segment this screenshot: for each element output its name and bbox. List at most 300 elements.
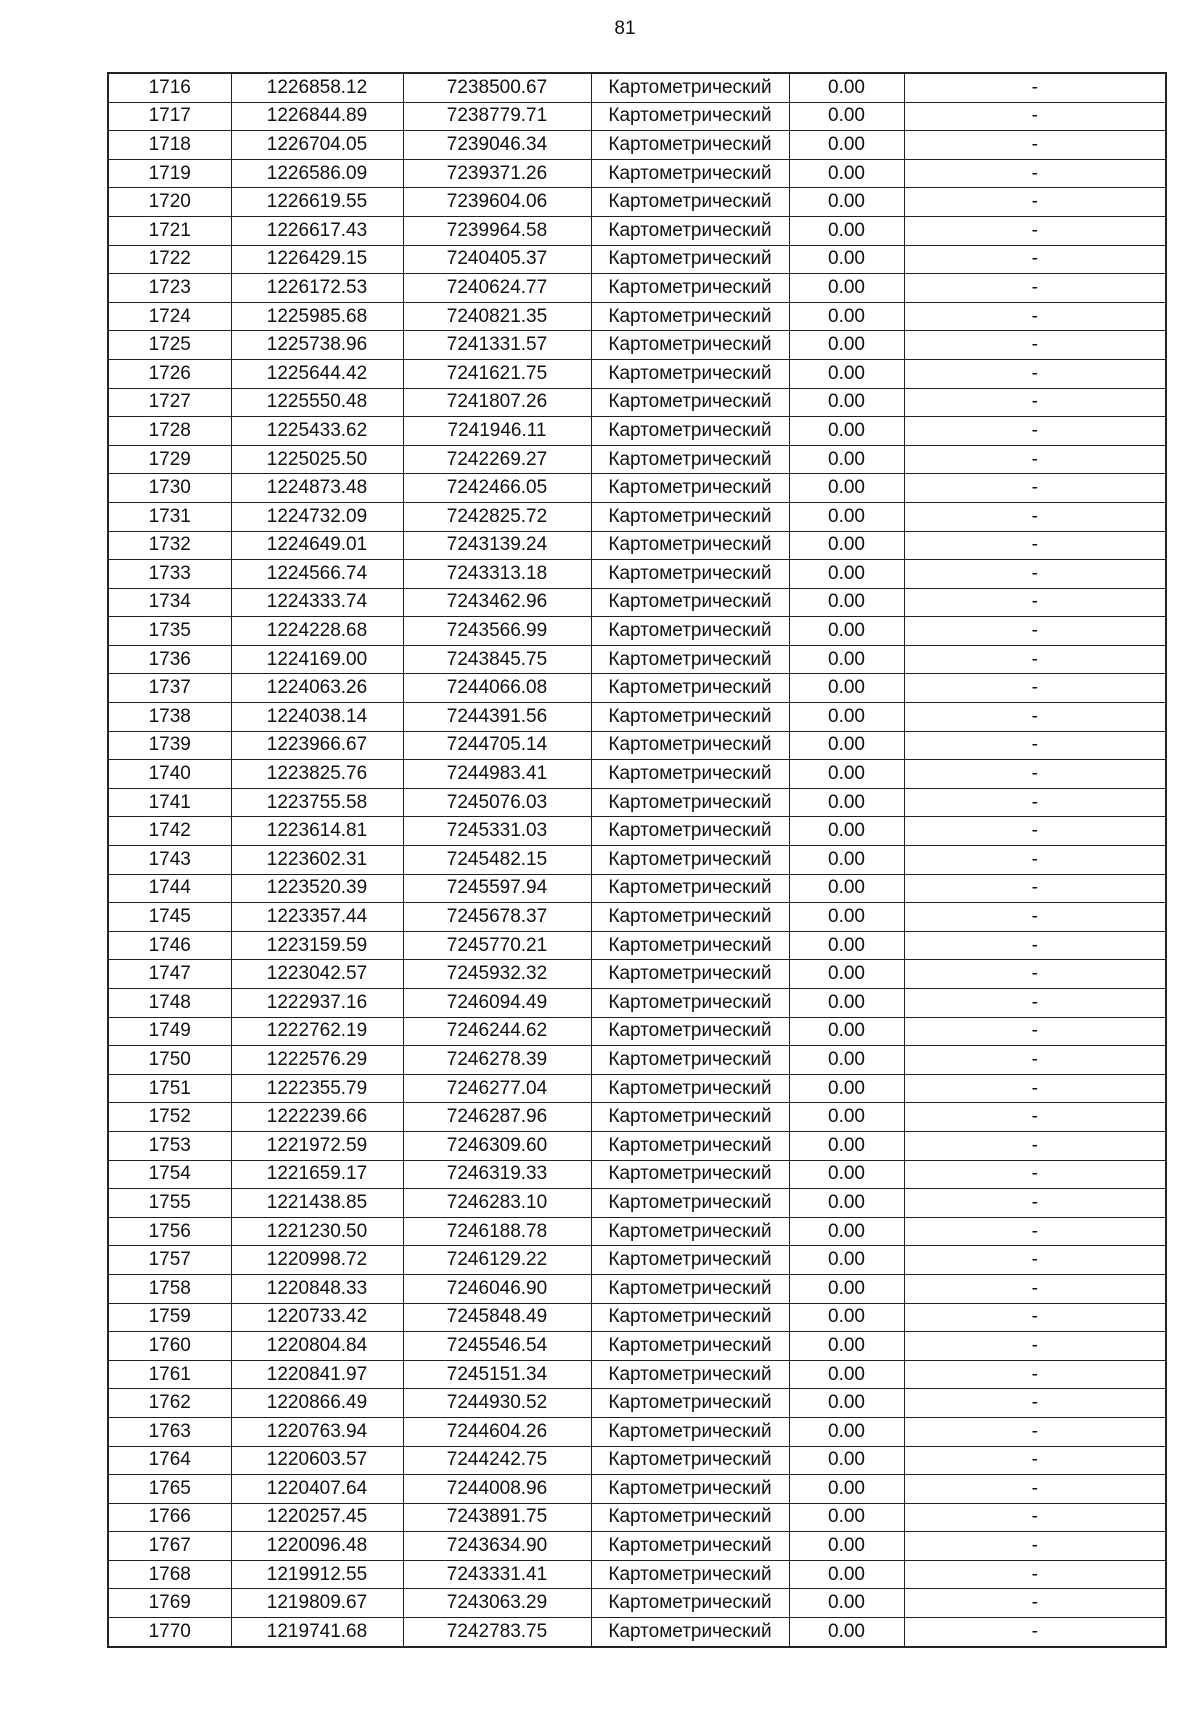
note-cell: - [904, 331, 1166, 360]
x-coordinate-cell: 1224333.74 [231, 588, 403, 617]
x-coordinate-cell: 1224169.00 [231, 645, 403, 674]
point-number-cell: 1768 [108, 1560, 231, 1589]
x-coordinate-cell: 1223755.58 [231, 788, 403, 817]
x-coordinate-cell: 1223602.31 [231, 846, 403, 875]
note-cell: - [904, 989, 1166, 1018]
note-cell: - [904, 1389, 1166, 1418]
point-number-cell: 1724 [108, 302, 231, 331]
y-coordinate-cell: 7243634.90 [403, 1532, 591, 1561]
error-cell: 0.00 [789, 645, 904, 674]
error-cell: 0.00 [789, 359, 904, 388]
y-coordinate-cell: 7244008.96 [403, 1475, 591, 1504]
method-cell: Картометрический [591, 274, 789, 303]
note-cell: - [904, 731, 1166, 760]
x-coordinate-cell: 1222239.66 [231, 1103, 403, 1132]
x-coordinate-cell: 1220733.42 [231, 1303, 403, 1332]
table-row [108, 1618, 1166, 1647]
x-coordinate-cell: 1220407.64 [231, 1475, 403, 1504]
note-cell: - [904, 1274, 1166, 1303]
y-coordinate-cell: 7242269.27 [403, 445, 591, 474]
x-coordinate-cell: 1221659.17 [231, 1160, 403, 1189]
note-cell: - [904, 846, 1166, 875]
method-cell: Картометрический [591, 188, 789, 217]
method-cell: Картометрический [591, 1503, 789, 1532]
method-cell: Картометрический [591, 760, 789, 789]
point-number-cell: 1739 [108, 731, 231, 760]
point-number-cell: 1757 [108, 1246, 231, 1275]
error-cell: 0.00 [789, 216, 904, 245]
point-number-cell: 1737 [108, 674, 231, 703]
x-coordinate-cell: 1220804.84 [231, 1332, 403, 1361]
x-coordinate-cell: 1224732.09 [231, 502, 403, 531]
error-cell: 0.00 [789, 1074, 904, 1103]
point-number-cell: 1726 [108, 359, 231, 388]
error-cell: 0.00 [789, 1475, 904, 1504]
note-cell: - [904, 1503, 1166, 1532]
error-cell: 0.00 [789, 1360, 904, 1389]
note-cell: - [904, 1303, 1166, 1332]
method-cell: Картометрический [591, 1274, 789, 1303]
table-row [108, 445, 1166, 474]
x-coordinate-cell: 1226844.89 [231, 102, 403, 131]
method-cell: Картометрический [591, 359, 789, 388]
method-cell: Картометрический [591, 417, 789, 446]
point-number-cell: 1752 [108, 1103, 231, 1132]
note-cell: - [904, 1417, 1166, 1446]
method-cell: Картометрический [591, 159, 789, 188]
y-coordinate-cell: 7243139.24 [403, 531, 591, 560]
method-cell: Картометрический [591, 1589, 789, 1618]
y-coordinate-cell: 7238500.67 [403, 73, 591, 102]
y-coordinate-cell: 7246319.33 [403, 1160, 591, 1189]
method-cell: Картометрический [591, 560, 789, 589]
x-coordinate-cell: 1219809.67 [231, 1589, 403, 1618]
note-cell: - [904, 1017, 1166, 1046]
point-number-cell: 1766 [108, 1503, 231, 1532]
point-number-cell: 1759 [108, 1303, 231, 1332]
point-number-cell: 1719 [108, 159, 231, 188]
note-cell: - [904, 216, 1166, 245]
x-coordinate-cell: 1226858.12 [231, 73, 403, 102]
x-coordinate-cell: 1222576.29 [231, 1046, 403, 1075]
y-coordinate-cell: 7244391.56 [403, 703, 591, 732]
method-cell: Картометрический [591, 502, 789, 531]
method-cell: Картометрический [591, 645, 789, 674]
point-number-cell: 1728 [108, 417, 231, 446]
method-cell: Картометрический [591, 874, 789, 903]
y-coordinate-cell: 7245482.15 [403, 846, 591, 875]
table-row [108, 1532, 1166, 1561]
point-number-cell: 1762 [108, 1389, 231, 1418]
error-cell: 0.00 [789, 1503, 904, 1532]
point-number-cell: 1770 [108, 1618, 231, 1647]
x-coordinate-cell: 1220603.57 [231, 1446, 403, 1475]
point-number-cell: 1727 [108, 388, 231, 417]
note-cell: - [904, 1589, 1166, 1618]
error-cell: 0.00 [789, 1389, 904, 1418]
table-row [108, 645, 1166, 674]
point-number-cell: 1763 [108, 1417, 231, 1446]
note-cell: - [904, 874, 1166, 903]
note-cell: - [904, 188, 1166, 217]
table-row [108, 1046, 1166, 1075]
note-cell: - [904, 588, 1166, 617]
x-coordinate-cell: 1224038.14 [231, 703, 403, 732]
x-coordinate-cell: 1226617.43 [231, 216, 403, 245]
table-row [108, 131, 1166, 160]
table-row [108, 588, 1166, 617]
note-cell: - [904, 1189, 1166, 1218]
method-cell: Картометрический [591, 1189, 789, 1218]
y-coordinate-cell: 7241946.11 [403, 417, 591, 446]
point-number-cell: 1769 [108, 1589, 231, 1618]
table-row [108, 216, 1166, 245]
page-number: 81 [614, 18, 636, 39]
y-coordinate-cell: 7245770.21 [403, 931, 591, 960]
note-cell: - [904, 445, 1166, 474]
note-cell: - [904, 903, 1166, 932]
error-cell: 0.00 [789, 1046, 904, 1075]
y-coordinate-cell: 7245597.94 [403, 874, 591, 903]
y-coordinate-cell: 7246244.62 [403, 1017, 591, 1046]
method-cell: Картометрический [591, 102, 789, 131]
note-cell: - [904, 1160, 1166, 1189]
error-cell: 0.00 [789, 788, 904, 817]
table-row [108, 1446, 1166, 1475]
y-coordinate-cell: 7244705.14 [403, 731, 591, 760]
table-row [108, 331, 1166, 360]
x-coordinate-cell: 1223042.57 [231, 960, 403, 989]
table-row [108, 1189, 1166, 1218]
error-cell: 0.00 [789, 417, 904, 446]
method-cell: Картометрический [591, 588, 789, 617]
note-cell: - [904, 359, 1166, 388]
note-cell: - [904, 1332, 1166, 1361]
y-coordinate-cell: 7246278.39 [403, 1046, 591, 1075]
table-row [108, 274, 1166, 303]
note-cell: - [904, 960, 1166, 989]
x-coordinate-cell: 1219912.55 [231, 1560, 403, 1589]
x-coordinate-cell: 1220841.97 [231, 1360, 403, 1389]
table-row [108, 1131, 1166, 1160]
point-number-cell: 1743 [108, 846, 231, 875]
table-row [108, 1417, 1166, 1446]
table-row [108, 359, 1166, 388]
note-cell: - [904, 73, 1166, 102]
method-cell: Картометрический [591, 1475, 789, 1504]
y-coordinate-cell: 7245076.03 [403, 788, 591, 817]
table-row [108, 703, 1166, 732]
table-row [108, 1589, 1166, 1618]
point-number-cell: 1760 [108, 1332, 231, 1361]
note-cell: - [904, 274, 1166, 303]
y-coordinate-cell: 7243891.75 [403, 1503, 591, 1532]
y-coordinate-cell: 7246309.60 [403, 1131, 591, 1160]
y-coordinate-cell: 7246188.78 [403, 1217, 591, 1246]
point-number-cell: 1735 [108, 617, 231, 646]
point-number-cell: 1754 [108, 1160, 231, 1189]
table-row [108, 846, 1166, 875]
note-cell: - [904, 1131, 1166, 1160]
table-row [108, 674, 1166, 703]
y-coordinate-cell: 7243845.75 [403, 645, 591, 674]
y-coordinate-cell: 7239604.06 [403, 188, 591, 217]
note-cell: - [904, 245, 1166, 274]
note-cell: - [904, 159, 1166, 188]
note-cell: - [904, 617, 1166, 646]
y-coordinate-cell: 7245151.34 [403, 1360, 591, 1389]
method-cell: Картометрический [591, 1389, 789, 1418]
error-cell: 0.00 [789, 1017, 904, 1046]
error-cell: 0.00 [789, 1103, 904, 1132]
error-cell: 0.00 [789, 1618, 904, 1647]
x-coordinate-cell: 1221230.50 [231, 1217, 403, 1246]
x-coordinate-cell: 1220257.45 [231, 1503, 403, 1532]
y-coordinate-cell: 7242466.05 [403, 474, 591, 503]
error-cell: 0.00 [789, 1332, 904, 1361]
error-cell: 0.00 [789, 188, 904, 217]
method-cell: Картометрический [591, 1246, 789, 1275]
x-coordinate-cell: 1226586.09 [231, 159, 403, 188]
method-cell: Картометрический [591, 73, 789, 102]
point-number-cell: 1749 [108, 1017, 231, 1046]
x-coordinate-cell: 1220866.49 [231, 1389, 403, 1418]
table-row [108, 617, 1166, 646]
table-row [108, 531, 1166, 560]
method-cell: Картометрический [591, 302, 789, 331]
table-row [108, 874, 1166, 903]
error-cell: 0.00 [789, 560, 904, 589]
y-coordinate-cell: 7239371.26 [403, 159, 591, 188]
x-coordinate-cell: 1224566.74 [231, 560, 403, 589]
method-cell: Картометрический [591, 846, 789, 875]
method-cell: Картометрический [591, 703, 789, 732]
method-cell: Картометрический [591, 1074, 789, 1103]
y-coordinate-cell: 7246283.10 [403, 1189, 591, 1218]
y-coordinate-cell: 7246277.04 [403, 1074, 591, 1103]
note-cell: - [904, 1446, 1166, 1475]
point-number-cell: 1750 [108, 1046, 231, 1075]
y-coordinate-cell: 7238779.71 [403, 102, 591, 131]
error-cell: 0.00 [789, 617, 904, 646]
point-number-cell: 1740 [108, 760, 231, 789]
note-cell: - [904, 502, 1166, 531]
table-row [108, 417, 1166, 446]
y-coordinate-cell: 7239964.58 [403, 216, 591, 245]
point-number-cell: 1717 [108, 102, 231, 131]
error-cell: 0.00 [789, 245, 904, 274]
point-number-cell: 1761 [108, 1360, 231, 1389]
point-number-cell: 1736 [108, 645, 231, 674]
x-coordinate-cell: 1224873.48 [231, 474, 403, 503]
error-cell: 0.00 [789, 302, 904, 331]
point-number-cell: 1729 [108, 445, 231, 474]
table-row [108, 560, 1166, 589]
error-cell: 0.00 [789, 674, 904, 703]
table-row [108, 388, 1166, 417]
table-row [108, 1503, 1166, 1532]
table-row [108, 760, 1166, 789]
table-row [108, 1274, 1166, 1303]
error-cell: 0.00 [789, 73, 904, 102]
x-coordinate-cell: 1224649.01 [231, 531, 403, 560]
x-coordinate-cell: 1222355.79 [231, 1074, 403, 1103]
error-cell: 0.00 [789, 445, 904, 474]
y-coordinate-cell: 7240405.37 [403, 245, 591, 274]
point-number-cell: 1720 [108, 188, 231, 217]
y-coordinate-cell: 7245546.54 [403, 1332, 591, 1361]
note-cell: - [904, 1532, 1166, 1561]
error-cell: 0.00 [789, 989, 904, 1018]
point-number-cell: 1732 [108, 531, 231, 560]
note-cell: - [904, 388, 1166, 417]
method-cell: Картометрический [591, 989, 789, 1018]
x-coordinate-cell: 1222937.16 [231, 989, 403, 1018]
error-cell: 0.00 [789, 1131, 904, 1160]
table-row [108, 102, 1166, 131]
table-row [108, 1074, 1166, 1103]
table-row [108, 1475, 1166, 1504]
x-coordinate-cell: 1221438.85 [231, 1189, 403, 1218]
x-coordinate-cell: 1223614.81 [231, 817, 403, 846]
note-cell: - [904, 1046, 1166, 1075]
point-number-cell: 1756 [108, 1217, 231, 1246]
note-cell: - [904, 703, 1166, 732]
coordinates-table [107, 72, 1167, 1648]
note-cell: - [904, 531, 1166, 560]
y-coordinate-cell: 7245678.37 [403, 903, 591, 932]
x-coordinate-cell: 1225985.68 [231, 302, 403, 331]
x-coordinate-cell: 1224228.68 [231, 617, 403, 646]
error-cell: 0.00 [789, 331, 904, 360]
table-row [108, 159, 1166, 188]
error-cell: 0.00 [789, 274, 904, 303]
error-cell: 0.00 [789, 1160, 904, 1189]
method-cell: Картометрический [591, 331, 789, 360]
y-coordinate-cell: 7240624.77 [403, 274, 591, 303]
error-cell: 0.00 [789, 760, 904, 789]
y-coordinate-cell: 7241807.26 [403, 388, 591, 417]
x-coordinate-cell: 1219741.68 [231, 1618, 403, 1647]
error-cell: 0.00 [789, 388, 904, 417]
table-row [108, 302, 1166, 331]
point-number-cell: 1755 [108, 1189, 231, 1218]
error-cell: 0.00 [789, 1532, 904, 1561]
x-coordinate-cell: 1225433.62 [231, 417, 403, 446]
point-number-cell: 1753 [108, 1131, 231, 1160]
x-coordinate-cell: 1223520.39 [231, 874, 403, 903]
x-coordinate-cell: 1226704.05 [231, 131, 403, 160]
table-row [108, 474, 1166, 503]
y-coordinate-cell: 7244242.75 [403, 1446, 591, 1475]
y-coordinate-cell: 7242783.75 [403, 1618, 591, 1647]
error-cell: 0.00 [789, 931, 904, 960]
error-cell: 0.00 [789, 874, 904, 903]
y-coordinate-cell: 7242825.72 [403, 502, 591, 531]
point-number-cell: 1734 [108, 588, 231, 617]
x-coordinate-cell: 1220998.72 [231, 1246, 403, 1275]
y-coordinate-cell: 7243313.18 [403, 560, 591, 589]
method-cell: Картометрический [591, 617, 789, 646]
table-row [108, 1303, 1166, 1332]
note-cell: - [904, 645, 1166, 674]
x-coordinate-cell: 1225550.48 [231, 388, 403, 417]
x-coordinate-cell: 1226429.15 [231, 245, 403, 274]
table-row [108, 1389, 1166, 1418]
method-cell: Картометрический [591, 1046, 789, 1075]
table-row [108, 188, 1166, 217]
point-number-cell: 1721 [108, 216, 231, 245]
table-row [108, 73, 1166, 102]
note-cell: - [904, 1475, 1166, 1504]
method-cell: Картометрический [591, 445, 789, 474]
error-cell: 0.00 [789, 588, 904, 617]
point-number-cell: 1745 [108, 903, 231, 932]
point-number-cell: 1716 [108, 73, 231, 102]
note-cell: - [904, 788, 1166, 817]
table-row [108, 931, 1166, 960]
note-cell: - [904, 674, 1166, 703]
note-cell: - [904, 1246, 1166, 1275]
error-cell: 0.00 [789, 1189, 904, 1218]
point-number-cell: 1758 [108, 1274, 231, 1303]
table-row [108, 989, 1166, 1018]
method-cell: Картометрический [591, 531, 789, 560]
y-coordinate-cell: 7241621.75 [403, 359, 591, 388]
method-cell: Картометрический [591, 1131, 789, 1160]
table-row [108, 960, 1166, 989]
table-row [108, 502, 1166, 531]
x-coordinate-cell: 1223159.59 [231, 931, 403, 960]
table-row [108, 817, 1166, 846]
table-row [108, 245, 1166, 274]
error-cell: 0.00 [789, 817, 904, 846]
method-cell: Картометрический [591, 1017, 789, 1046]
x-coordinate-cell: 1220848.33 [231, 1274, 403, 1303]
point-number-cell: 1725 [108, 331, 231, 360]
method-cell: Картометрический [591, 1303, 789, 1332]
y-coordinate-cell: 7245848.49 [403, 1303, 591, 1332]
note-cell: - [904, 131, 1166, 160]
point-number-cell: 1747 [108, 960, 231, 989]
error-cell: 0.00 [789, 1303, 904, 1332]
note-cell: - [904, 1074, 1166, 1103]
table-row [108, 1217, 1166, 1246]
error-cell: 0.00 [789, 960, 904, 989]
error-cell: 0.00 [789, 731, 904, 760]
table-row [108, 1103, 1166, 1132]
y-coordinate-cell: 7244930.52 [403, 1389, 591, 1418]
table-row [108, 1017, 1166, 1046]
x-coordinate-cell: 1221972.59 [231, 1131, 403, 1160]
x-coordinate-cell: 1224063.26 [231, 674, 403, 703]
method-cell: Картометрический [591, 1103, 789, 1132]
table-row [108, 1560, 1166, 1589]
note-cell: - [904, 417, 1166, 446]
method-cell: Картометрический [591, 1532, 789, 1561]
x-coordinate-cell: 1222762.19 [231, 1017, 403, 1046]
y-coordinate-cell: 7243566.99 [403, 617, 591, 646]
y-coordinate-cell: 7244604.26 [403, 1417, 591, 1446]
method-cell: Картометрический [591, 474, 789, 503]
y-coordinate-cell: 7245932.32 [403, 960, 591, 989]
x-coordinate-cell: 1220763.94 [231, 1417, 403, 1446]
point-number-cell: 1767 [108, 1532, 231, 1561]
method-cell: Картометрический [591, 1446, 789, 1475]
point-number-cell: 1742 [108, 817, 231, 846]
table-row [108, 788, 1166, 817]
point-number-cell: 1733 [108, 560, 231, 589]
